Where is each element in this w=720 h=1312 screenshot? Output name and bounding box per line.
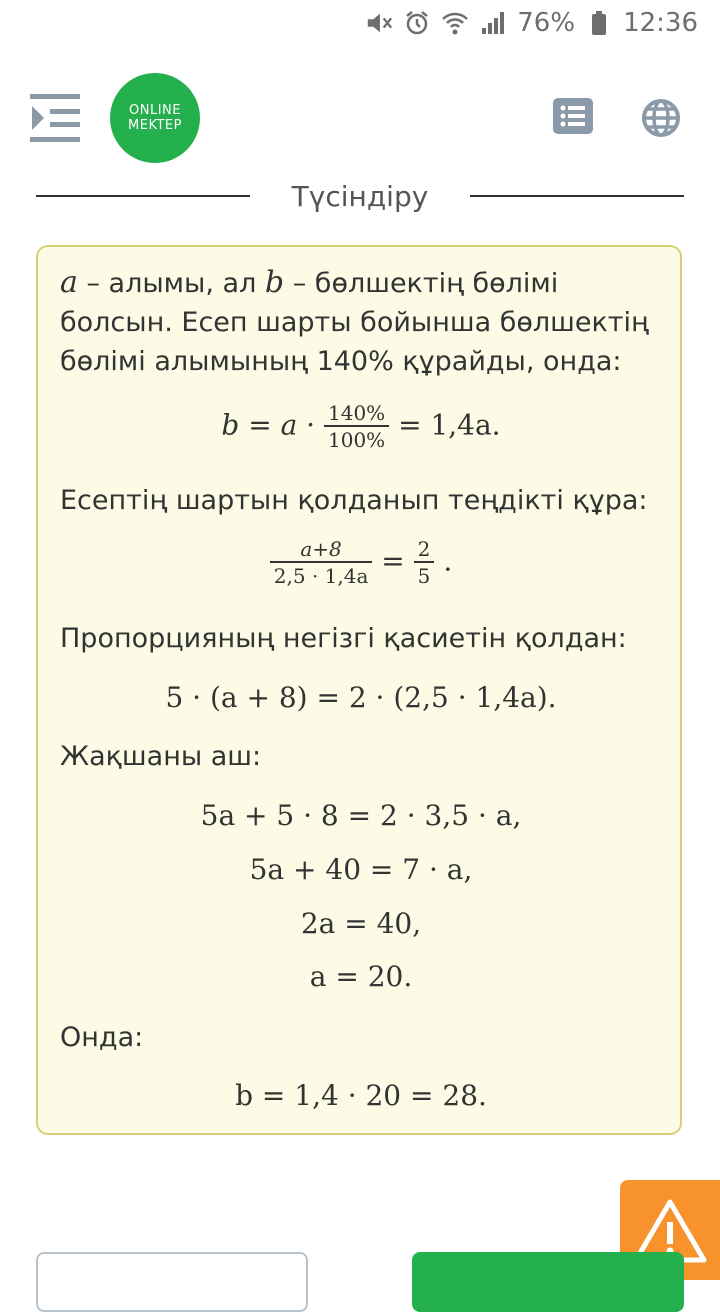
eq2-left-fraction [270,537,373,589]
eq2-numerator: a+8 [270,537,373,563]
battery-icon [585,9,613,37]
logo-line2: MEKTEP [128,118,182,133]
list-icon[interactable] [553,98,593,134]
eq2-equals: = [381,544,405,578]
status-icons [365,8,698,38]
alarm-icon [403,9,431,37]
var-b: b [264,265,285,300]
step4-text: Жақшаны аш: [60,741,262,772]
step3-text: Пропорцияның негізгі қасиетін қолдан: [60,623,627,654]
eq2-right-denominator: 5 [417,564,431,588]
equation-4c: 2a = 40, [300,907,422,940]
intro-text2: – бөлшектің бөлімі болсын. Есеп шарты бойынша бөлшектің бөлімі алымының 140% құрайды, онда: [60,268,649,377]
eq2-right-numerator: 2 [414,537,435,563]
eq2-period: . [443,544,453,578]
eq1-rhs: = 1,4a. [398,408,501,442]
eq2-right-fraction [414,537,435,589]
eq1-numerator: 140% [324,401,389,427]
intro-paragraph [60,263,660,381]
equation-2 [38,537,684,589]
clock: 12:36 [623,8,698,38]
wifi-icon [441,9,469,37]
solution-card [36,245,682,1135]
eq1-lhs: b = a · [221,408,316,442]
logo-line1: ONLINE [129,103,181,118]
primary-button[interactable] [412,1252,684,1312]
signal-icon [479,9,507,37]
globe-icon[interactable] [641,98,681,138]
status-bar [0,0,720,46]
equation-4b: 5a + 40 = 7 · a, [249,853,473,886]
intro-text1: – алымы, ал [77,268,265,299]
section-divider [36,180,684,214]
eq2-denominator: 2,5 · 1,4a [273,564,369,588]
equation-5: b = 1,4 · 20 = 28. [235,1079,487,1112]
menu-icon[interactable] [30,94,82,142]
app-header [0,46,720,186]
eq1-fraction [324,401,389,453]
var-a: a [60,265,78,300]
equation-4d: a = 20. [309,960,413,993]
section-title: Түсіндіру [291,180,429,213]
step5-text: Онда: [60,1022,144,1053]
mute-icon [365,9,393,37]
equation-3: 5 · (a + 8) = 2 · (2,5 · 1,4a). [165,681,557,714]
step2-text: Есептің шартын қолданып теңдікті құра: [60,485,648,516]
equation-4a: 5a + 5 · 8 = 2 · 3,5 · a, [200,799,522,832]
equation-1 [38,401,684,453]
secondary-button[interactable] [36,1252,308,1312]
eq1-denominator: 100% [328,428,386,452]
battery-percent: 76% [517,8,576,38]
logo[interactable] [110,73,200,163]
